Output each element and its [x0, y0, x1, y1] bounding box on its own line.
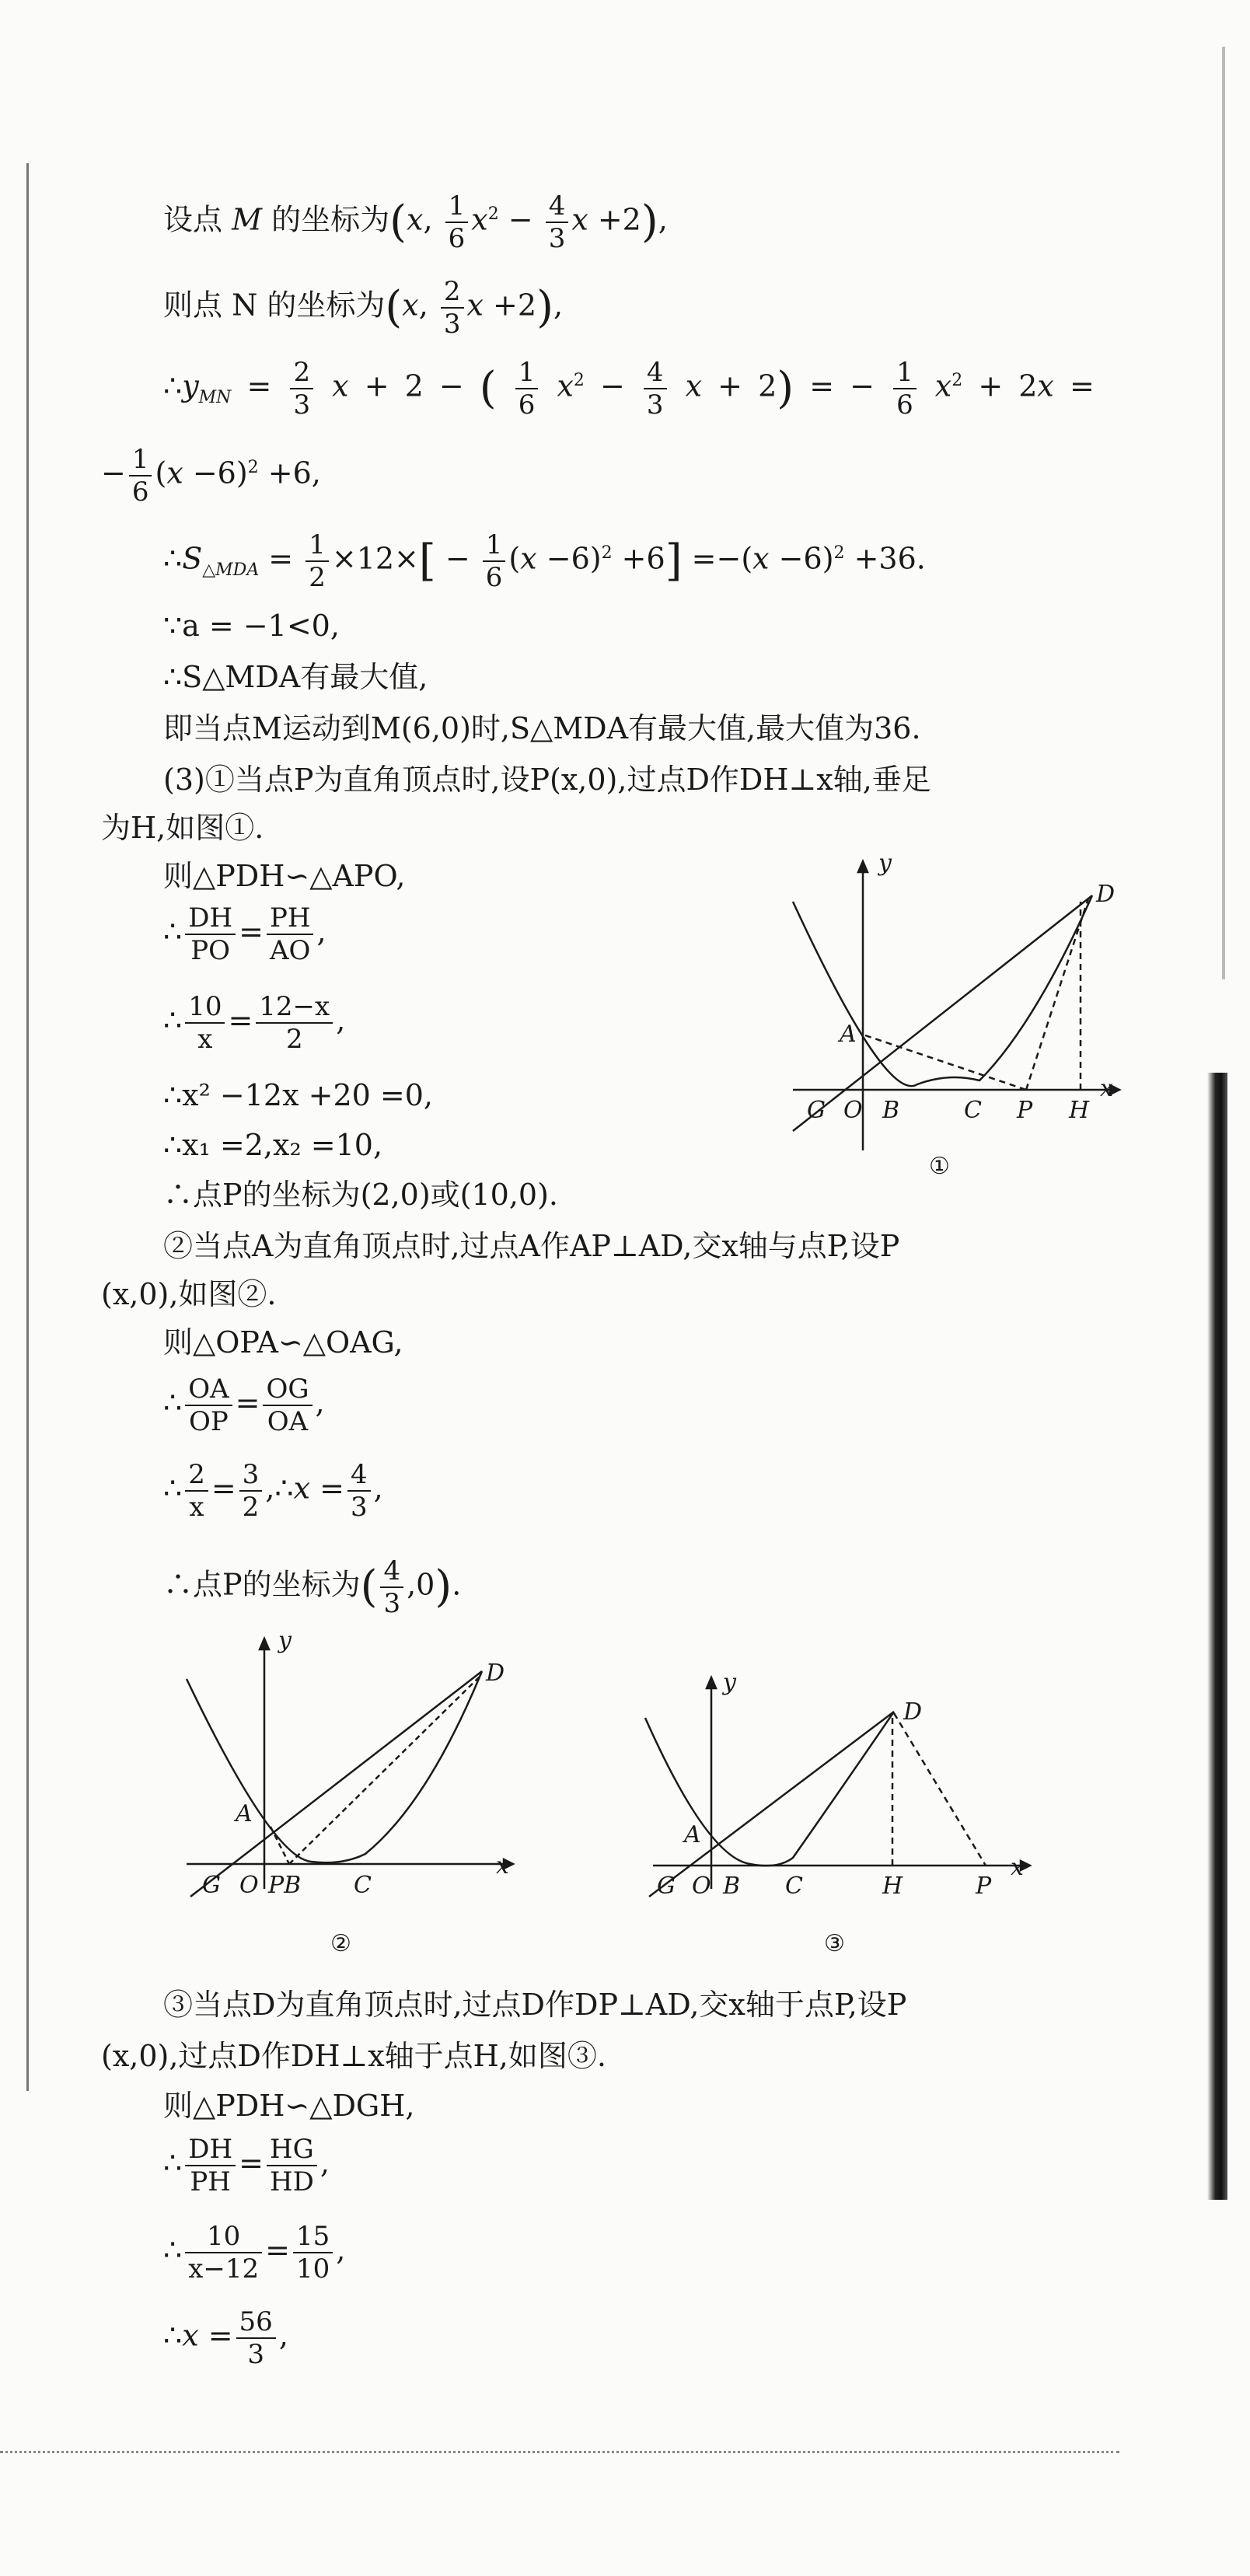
segment-DP	[894, 1713, 986, 1866]
parabola	[793, 895, 1092, 1086]
line-13: ∴ $\frac{10}{x}$ = $\frac{12-x}{2}$ ,	[163, 991, 346, 1055]
frac: $\frac{2}{3}$	[441, 278, 464, 337]
label-C: C	[354, 1872, 372, 1899]
label-PB: PB	[268, 1872, 302, 1899]
label-y: y	[278, 1627, 292, 1654]
frac: $\frac{4}{3}$	[644, 359, 667, 418]
label-x: x	[1011, 1854, 1024, 1881]
label-H: H	[1069, 1097, 1090, 1124]
label-x: x	[1100, 1075, 1113, 1102]
line-3: $\therefore y_{MN}$ = $\frac{2}{3}$ x + 2 − ( $\frac{1}{6}$ $x^2$ − $\frac{4}{3}$ x + 2) = − $\frac{1}{6}$ $x^2 + 2x$ =	[163, 357, 1095, 421]
line-4: − $\frac{1}{6}$ $(x -6)^2 +6$,	[101, 444, 321, 508]
line-15: ∴x₁ =2,x₂ =10,	[163, 1128, 383, 1162]
frac: $\frac{HG}{HD}$	[267, 2136, 317, 2195]
label-G: G	[807, 1097, 826, 1124]
frac: $\frac{4}{3}$	[546, 193, 569, 252]
frac: $\frac{PH}{AO}$	[267, 905, 314, 964]
frac: $\frac{4}{3}$	[380, 1558, 403, 1617]
label-A: A	[684, 1821, 701, 1848]
line-26: ∴ $\frac{DH}{PH}$ = $\frac{HG}{HD}$ ,	[163, 2134, 330, 2197]
label-H: H	[882, 1873, 903, 1900]
line-12: ∴ $\frac{DH}{PO}$ = $\frac{PH}{AO}$ ,	[163, 902, 326, 966]
line-5: $\therefore S_{\triangle MDA}$ = $\frac{1}{2}$ ×12×[ − $\frac{1}{6}$ $(x -6)^2 +6] =-(x -6)^2 +36$.	[163, 529, 926, 593]
frac: $\frac{1}{6}$	[483, 532, 506, 591]
right-edge-shadow	[1207, 1073, 1227, 2200]
line-16: ∴点P的坐标为(2,0)或(10,0).	[163, 1178, 558, 1212]
figure-1	[777, 847, 1135, 1205]
label-A: A	[236, 1800, 253, 1827]
line-25: 则△PDH∽△DGH,	[163, 2089, 415, 2123]
frac: $\frac{DH}{PH}$	[185, 2136, 236, 2195]
label-y: y	[878, 850, 892, 877]
line-28: ∴x = $\frac{56}{3}$ ,	[163, 2306, 288, 2370]
frac: $\frac{1}{6}$	[893, 359, 917, 418]
label-x: x	[496, 1852, 509, 1880]
label-P: P	[976, 1873, 992, 1900]
text: 的坐标为	[271, 202, 390, 237]
label-B: B	[882, 1097, 900, 1124]
caption-2: ②	[330, 1930, 351, 1957]
frac: $\frac{DH}{PO}$	[185, 905, 236, 964]
label-O: O	[843, 1097, 863, 1124]
label-C: C	[964, 1097, 982, 1124]
label-y: y	[723, 1671, 736, 1696]
line-23: ③当点D为直角顶点时,过点D作DP⊥AD,交x轴于点P,设P	[163, 1988, 907, 2022]
frac: $\frac{12-x}{2}$	[256, 993, 333, 1052]
frac: $\frac{4}{3}$	[347, 1461, 371, 1520]
line-27: ∴ $\frac{10}{x-12}$ = $\frac{15}{10}$ ,	[163, 2221, 346, 2285]
frac: $\frac{10}{x-12}$	[185, 2223, 262, 2282]
line-1: 设点 M 的坐标为(x, $\frac{1}{6}$ $x^2$ − $\frac{4}{3}$ x +2),	[163, 190, 668, 254]
label-O: O	[239, 1872, 259, 1899]
line-9: (3)①当点P为直角顶点时,设P(x,0),过点D作DH⊥x轴,垂足	[163, 763, 931, 797]
segment-AP	[865, 1035, 1026, 1090]
line-14: ∴x² −12x +20 =0,	[163, 1078, 433, 1112]
figure-2	[155, 1625, 529, 1967]
label-O: O	[692, 1873, 711, 1900]
frac: $\frac{OA}{OP}$	[185, 1376, 232, 1435]
line-18: (x,0),如图②.	[101, 1277, 277, 1311]
line-10: 为H,如图①.	[101, 811, 264, 845]
label-B: B	[723, 1873, 741, 1900]
line-19: 则△OPA∽△OAG,	[163, 1325, 403, 1360]
line-22: ∴点P的坐标为( $\frac{4}{3}$ ,0).	[163, 1555, 462, 1619]
caption-1: ①	[929, 1153, 950, 1180]
line-21: ∴ $\frac{2}{x}$ = $\frac{3}{2}$ ,∴x = $\frac{4}{3}$ ,	[163, 1459, 383, 1523]
frac: $\frac{3}{2}$	[239, 1461, 263, 1520]
left-margin-line	[26, 163, 29, 2091]
frac: $\frac{56}{3}$	[236, 2309, 276, 2368]
text: 设点	[163, 202, 223, 237]
label-G: G	[657, 1873, 676, 1900]
caption-3: ③	[824, 1930, 845, 1957]
line-8: 即当点M运动到M(6,0)时,S△MDA有最大值,最大值为36.	[163, 711, 921, 745]
label-D: D	[486, 1660, 505, 1687]
var-M: M	[232, 202, 263, 237]
frac: $\frac{2}{x}$	[185, 1461, 208, 1520]
parabola	[187, 1671, 482, 1862]
text: 则点 N 的坐标为	[163, 288, 386, 323]
y-axis-arrow	[707, 1677, 716, 1688]
label-P: P	[1017, 1097, 1033, 1124]
line-20: ∴ $\frac{OA}{OP}$ = $\frac{OG}{OA}$ ,	[163, 1374, 325, 1437]
line-AD	[793, 895, 1092, 1131]
line-6: ∵a = −1<0,	[163, 609, 340, 643]
frac: $\frac{2}{3}$	[290, 359, 313, 418]
line-11: 则△PDH∽△APO,	[163, 859, 406, 893]
label-G: G	[202, 1872, 221, 1899]
line-AD	[649, 1712, 894, 1897]
frac: $\frac{OG}{OA}$	[263, 1376, 312, 1435]
segment-PD	[1026, 899, 1088, 1090]
line-2: 则点 N 的坐标为(x, $\frac{2}{3}$ x +2),	[163, 276, 564, 340]
y-axis-arrow	[260, 1639, 269, 1649]
label-A: A	[840, 1021, 857, 1048]
label-C: C	[785, 1873, 803, 1900]
frac: $\frac{1}{6}$	[445, 193, 469, 252]
frac: $\frac{1}{6}$	[515, 359, 539, 418]
figure-3	[637, 1671, 1042, 1974]
frac: $\frac{10}{x}$	[185, 993, 225, 1052]
text: ∴点P的坐标为	[163, 1567, 361, 1602]
bottom-dotted-divider	[0, 2451, 1119, 2453]
frac: $\frac{1}{2}$	[306, 532, 329, 591]
frac: $\frac{15}{10}$	[293, 2223, 333, 2282]
line-17: ②当点A为直角顶点时,过点A作AP⊥AD,交x轴与点P,设P	[163, 1229, 900, 1263]
right-edge-line	[1222, 47, 1225, 979]
line-7: ∴S△MDA有最大值,	[163, 660, 428, 694]
line-24: (x,0),过点D作DH⊥x轴于点H,如图③.	[101, 2039, 606, 2073]
label-D: D	[903, 1698, 923, 1726]
parabola	[645, 1712, 894, 1866]
y-axis-arrow	[858, 861, 868, 872]
frac: $\frac{1}{6}$	[129, 446, 152, 505]
label-D: D	[1096, 881, 1116, 908]
